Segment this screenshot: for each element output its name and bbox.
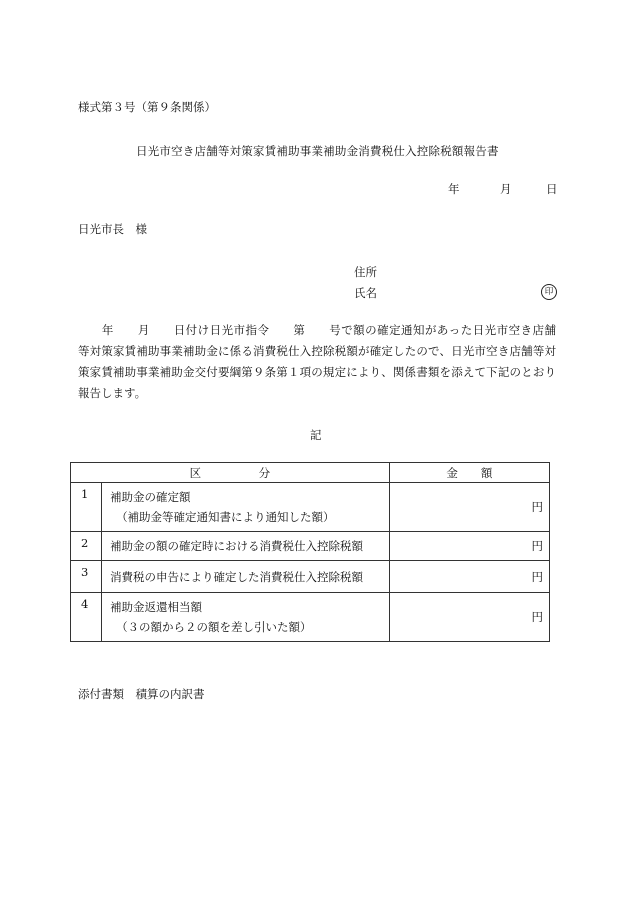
date-day: 日 [546, 182, 558, 196]
row-amount: 円 [389, 532, 549, 561]
row-number: 1 [71, 483, 102, 532]
row-label: 補助金返還相当額 [110, 600, 203, 614]
document-title: 日光市空き店舗等対策家賃補助事業補助金消費税仕入控除税額報告書 [136, 144, 499, 158]
seal-mark: 印 [541, 284, 557, 300]
table-header-row [71, 463, 550, 483]
report-table [70, 462, 550, 642]
ki-heading: 記 [310, 428, 322, 442]
row-label: 消費税の申告により確定した消費税仕入控除税額 [110, 569, 364, 584]
row-sublabel: （補助金等確定通知書により通知した額） [116, 510, 335, 524]
row-label: 補助金の確定額 [110, 490, 191, 504]
body-line: 報告します。 [78, 386, 147, 400]
body-line: 策家賃補助事業補助金交付要綱第９条第１項の規定により、関係書類を添えて下記のとおり [78, 365, 556, 379]
header-category: 区 分 [71, 463, 390, 483]
row-amount: 円 [389, 593, 549, 642]
row-number: 3 [71, 561, 102, 593]
row-category [102, 593, 390, 642]
row-category [102, 483, 390, 532]
date-month: 月 [500, 182, 512, 196]
body-line: 等対策家賃補助事業補助金に係る消費税仕入控除税額が確定したので、日光市空き店舗等対 [78, 344, 556, 358]
table-row [71, 593, 550, 642]
table-row [71, 532, 550, 561]
attachments-note: 添付書類 積算の内訳書 [78, 687, 205, 701]
body-line: 年 月 日付け日光市指令 第 号で額の確定通知があった日光市空き店舗 [78, 323, 556, 337]
row-amount: 円 [389, 483, 549, 532]
date-year: 年 [448, 182, 460, 196]
address-label: 住所 [354, 265, 377, 279]
row-label: 補助金の額の確定時における消費税仕入控除税額 [110, 539, 364, 553]
row-category [102, 561, 390, 593]
body-paragraph [78, 320, 556, 404]
header-amount: 金 額 [389, 463, 549, 483]
name-label: 氏名 [354, 286, 377, 300]
table-row [71, 483, 550, 532]
row-number: 4 [71, 593, 102, 642]
row-amount: 円 [389, 561, 549, 593]
form-number: 様式第３号（第９条関係） [78, 100, 216, 114]
row-number: 2 [71, 532, 102, 561]
table-row [71, 561, 550, 593]
row-sublabel: （３の額から２の額を差し引いた額） [116, 620, 312, 634]
addressee: 日光市長 様 [78, 222, 147, 236]
row-category [102, 532, 390, 561]
